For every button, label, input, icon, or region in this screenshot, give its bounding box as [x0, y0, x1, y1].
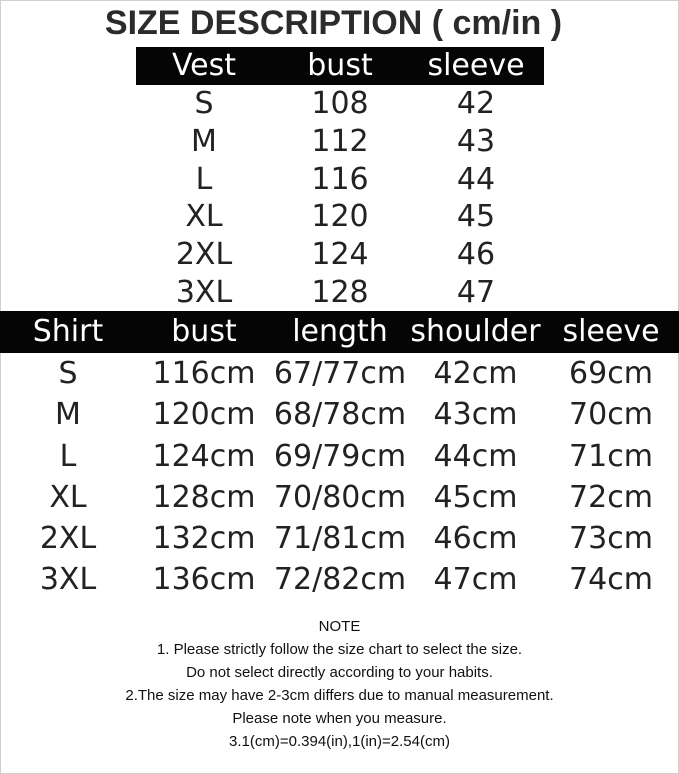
shirt-cell-shoulder: 46cm: [433, 521, 518, 557]
vest-header-bust: bust: [307, 48, 373, 83]
shirt-row-l: [0, 436, 679, 477]
vest-header-size: Vest: [171, 48, 237, 83]
shirt-cell-bust: 132cm: [152, 521, 256, 557]
shirt-cell-sleeve: 71cm: [569, 438, 653, 474]
shirt-cell-shoulder: 42cm: [433, 356, 518, 391]
shirt-cell-bust: 116cm: [152, 356, 256, 391]
shirt-cell-bust: 128cm: [152, 479, 256, 515]
shirt-cell-length: 68/78cm: [273, 397, 407, 433]
vest-cell-sleeve: 44: [456, 161, 496, 197]
shirt-cell-length: 67/77cm: [273, 356, 407, 391]
shirt-cell-sleeve: 69cm: [569, 356, 653, 391]
note-section: [0, 615, 679, 753]
shirt-header-bust: bust: [171, 314, 237, 349]
shirt-cell-size: XL: [49, 479, 87, 515]
shirt-cell-shoulder: 45cm: [433, 479, 518, 515]
vest-cell-bust: 112: [311, 123, 369, 159]
vest-cell-bust: 124: [311, 237, 369, 273]
shirt-cell-size: M: [55, 397, 81, 433]
shirt-header-length: length: [292, 314, 388, 349]
vest-cell-size: L: [195, 161, 213, 197]
shirt-cell-sleeve: 72cm: [569, 479, 653, 515]
shirt-row-xl: [0, 477, 679, 518]
vest-row-2xl: [136, 236, 544, 274]
vest-row-3xl: [136, 274, 544, 312]
shirt-cell-length: 72/82cm: [273, 562, 407, 598]
vest-cell-bust: 128: [311, 274, 369, 310]
shirt-cell-sleeve: 70cm: [569, 397, 653, 433]
vest-cell-size: S: [194, 86, 214, 121]
shirt-row-s: [0, 353, 679, 394]
shirt-cell-size: 2XL: [39, 521, 97, 557]
shirt-header-size: Shirt: [32, 314, 104, 349]
shirt-cell-sleeve: 74cm: [569, 562, 653, 598]
vest-row-l: [136, 161, 544, 199]
shirt-cell-bust: 136cm: [152, 562, 256, 598]
page-title: SIZE DESCRIPTION ( cm/in ): [104, 4, 563, 42]
shirt-cell-length: 70/80cm: [273, 479, 407, 515]
vest-cell-sleeve: 47: [456, 274, 496, 310]
vest-row-m: [136, 123, 544, 161]
shirt-table-header: [0, 311, 679, 353]
shirt-table-body: [0, 353, 679, 601]
vest-cell-size: M: [191, 123, 217, 159]
shirt-row-m: [0, 394, 679, 435]
shirt-cell-sleeve: 73cm: [569, 521, 653, 557]
shirt-cell-shoulder: 43cm: [433, 397, 518, 433]
shirt-cell-length: 69/79cm: [273, 438, 407, 474]
note-line: 1. Please strictly follow the size chart to select the size.: [156, 641, 523, 658]
vest-cell-bust: 120: [311, 199, 369, 235]
note-heading: NOTE: [318, 618, 361, 635]
vest-table-header: [136, 47, 544, 85]
vest-cell-size: XL: [185, 199, 223, 235]
note-line: Do not select directly according to your habits.: [186, 664, 493, 681]
shirt-row-2xl: [0, 518, 679, 559]
note-line: 3.1(cm)=0.394(in),1(in)=2.54(cm): [229, 733, 450, 750]
vest-cell-bust: 116: [311, 161, 369, 197]
note-line: 2.The size may have 2-3cm differs due to manual measurement.: [125, 687, 554, 704]
shirt-cell-size: L: [59, 438, 77, 474]
shirt-cell-shoulder: 47cm: [433, 562, 518, 598]
shirt-cell-bust: 120cm: [152, 397, 256, 433]
shirt-cell-size: S: [58, 356, 78, 391]
note-line: Please note when you measure.: [232, 710, 447, 727]
vest-cell-sleeve: 42: [456, 86, 496, 121]
shirt-cell-length: 71/81cm: [273, 521, 407, 557]
shirt-header-shoulder: shoulder: [410, 314, 541, 349]
vest-header-sleeve: sleeve: [427, 48, 525, 83]
vest-row-xl: [136, 198, 544, 236]
vest-cell-bust: 108: [311, 86, 369, 121]
vest-cell-sleeve: 45: [456, 199, 496, 235]
vest-cell-sleeve: 43: [456, 123, 496, 159]
shirt-cell-shoulder: 44cm: [433, 438, 518, 474]
shirt-cell-bust: 124cm: [152, 438, 256, 474]
vest-cell-size: 3XL: [175, 274, 233, 310]
shirt-row-3xl: [0, 559, 679, 600]
vest-row-s: [136, 85, 544, 123]
shirt-header-sleeve: sleeve: [562, 314, 660, 349]
vest-cell-size: 2XL: [175, 237, 233, 273]
vest-cell-sleeve: 46: [456, 237, 496, 273]
vest-table-body: [136, 85, 544, 312]
shirt-cell-size: 3XL: [39, 562, 97, 598]
